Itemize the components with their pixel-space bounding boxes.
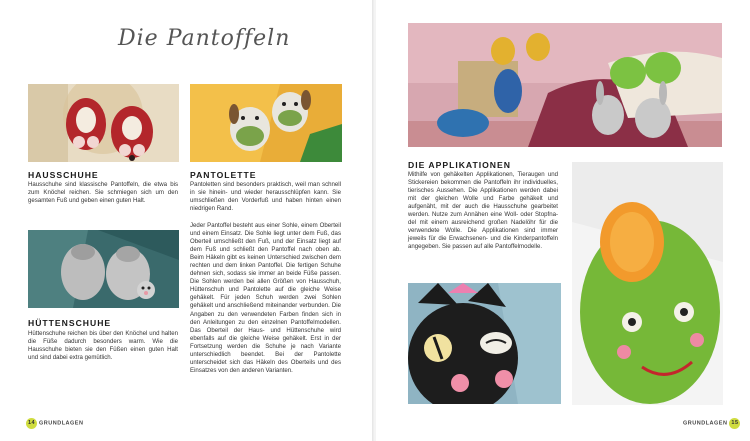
text-hausschuhe: Hausschuhe sind klassische Pantoffeln, die etwa bis zum Knöchel reichen. Sie schmiegen sich um den gesamten Fuß und geben einen guten Halt. — [28, 181, 178, 205]
heading-huettenschuhe: HÜTTENSCHUHE — [28, 318, 112, 328]
heading-hausschuhe: HAUSSCHUHE — [28, 170, 99, 180]
footer-right-label: GRUNDLAGEN — [683, 420, 728, 427]
photo-mouse-slippers — [28, 84, 179, 162]
photo-slipper-collection — [408, 23, 722, 147]
page-number-left: 14 — [26, 418, 37, 429]
page-number-right: 15 — [729, 418, 740, 429]
photo-dog-pantoletten — [190, 84, 342, 162]
footer-left — [26, 418, 83, 429]
photo-cat-slipper — [408, 283, 561, 404]
text-pantolette: Pantoletten sind besonders praktisch, weil man schnell in sie hinein- und wieder herausschlüpfen kann. Sie umschließen den Vorderfuß und haben hinten einen niedrigen Rand. — [190, 181, 341, 213]
page-title: Die Pantoffeln — [118, 26, 291, 51]
text-applikationen: Mithilfe von gehäkelten Applikationen, Tieraugen und Stickereien bekommen die Pantoffeln ihr individuelles, tierisches Aussehen. Die Applikationen werden dabei mit der gleichen Wolle und Farbe gehäkelt und aufgenäht, mit der auch die Hausschuhe gearbeitet werden. Nutze zum Annähen eine Woll- oder Stopfnadel mit einem ausreichend großen Nadelöhr für die verwendete Wolle. Die Applikationen sind immer jeweils für die Erwachsenen- und die Kinderpantoffeln angegeben. Sie passen auf alle Pantoffelmodelle. — [408, 171, 558, 251]
right-page — [376, 0, 750, 441]
photo-grey-mouse-slippers — [28, 230, 179, 308]
left-page — [0, 0, 374, 441]
text-huettenschuhe: Hüttenschuhe reichen bis über den Knöchel und halten die Füße dadurch besonders warm. Wie die Hausschuhe bieten sie den Füßen einen guten Halt und sind dabei extra gemütlich. — [28, 330, 178, 362]
heading-applikationen: DIE APPLIKATIONEN — [408, 160, 511, 170]
photo-frog-slipper — [572, 162, 723, 405]
heading-pantolette: PANTOLETTE — [190, 170, 257, 180]
footer-left-label: GRUNDLAGEN — [39, 420, 84, 427]
text-body: Jeder Pantoffel besteht aus einer Sohle, einem Oberteil und einem Einsatz. Die Sohle liegt unter dem Fuß, das Oberteil umschließt den Fuß, und der Einsatz liegt auf dem Fuß und schließt den Pantoffel nach oben ab. Beim Häkeln gibt es keinen Unterschied zwischen dem rechten und dem linken Pantoffel. Die fertigen Schuhe dehnen sich, sodass sie immer an beide Füße passen. Die Sohlen werden bei allen Größen von Hausschuh, Hüttenschuh und Pantolette auf die gleiche Weise gehäkelt. Für jeden Schuh werden zwei Sohlen gehäkelt und anschließend miteinander verbunden. Die Angaben zu den verwendeten Farben finden sich in den Anleitungen zu den einzelnen Pantoffelmodellen. Das Oberteil der Haus- und Hüttenschuhe wird ebenfalls auf die gleiche Weise gehäkelt. Erst in der Fortsetzung werden die Schuhe je nach Variante unterschiedlich beendet. Bei der Pantolette unterscheidet sich das Häkeln des Oberteils und des Einsatzes von den anderen Varianten. — [190, 222, 341, 374]
footer-right — [683, 418, 740, 429]
